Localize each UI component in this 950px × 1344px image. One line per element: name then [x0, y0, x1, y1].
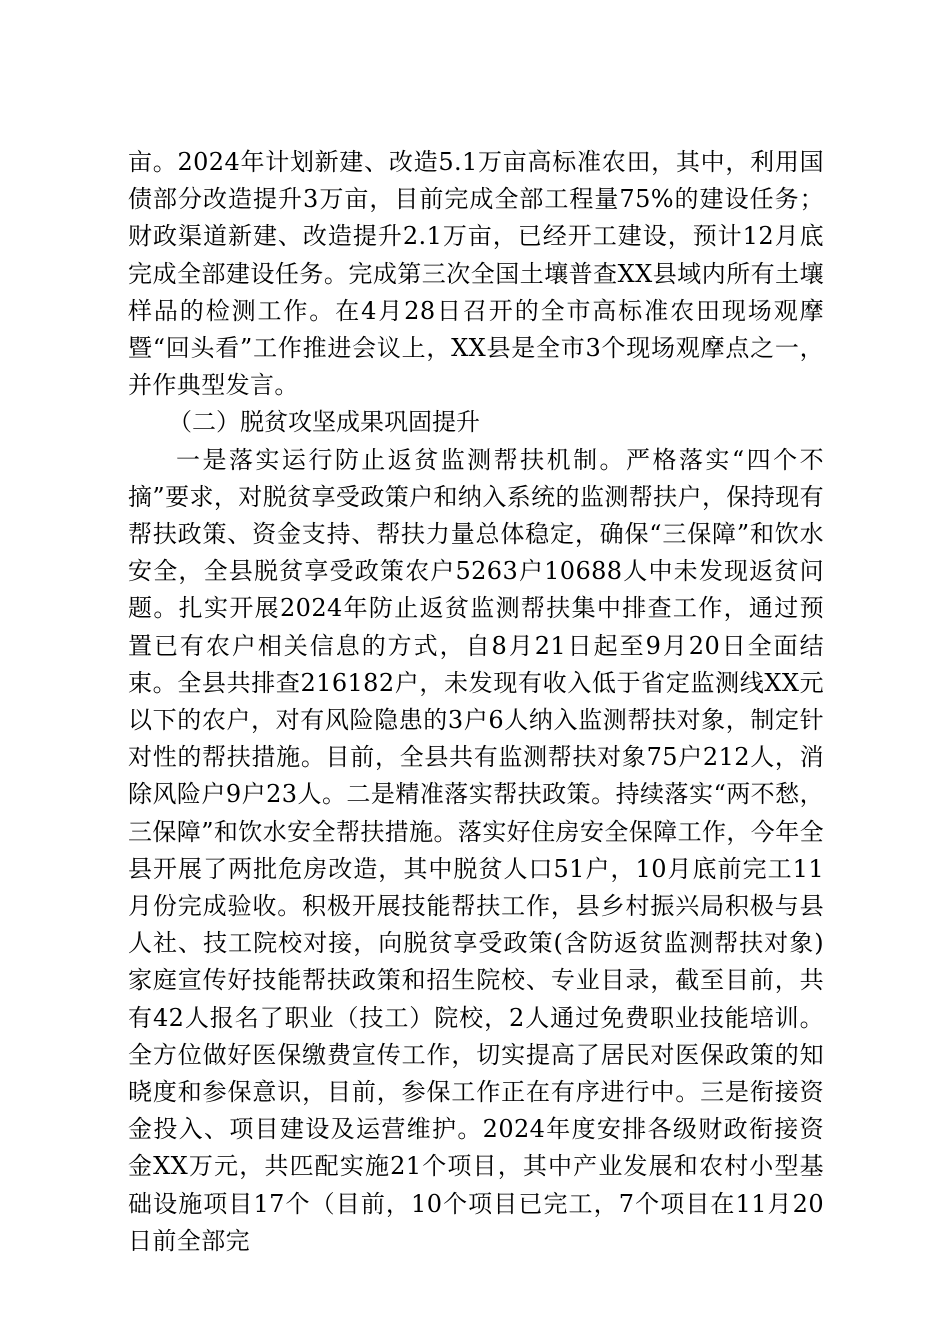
document-body: [128, 144, 824, 1260]
paragraph-poverty-monitoring: 一是落实运行防止返贫监测帮扶机制。严格落实“四个不摘”要求，对脱贫享受政策户和纳入系统的监测帮扶户，保持现有帮扶政策、资金支持、帮扶力量总体稳定，确保“三保障”和饮水安全，全县脱贫享受政策农户5263户10688人中未发现返贫问题。扎实开展2024年防止返贫监测帮扶集中排查工作，通过预置已有农户相关信息的方式，自8月21日起至9月20日全面结束。全县共排查216182户，未发现有收入低于省定监测线XX元以下的农户，对有风险隐患的3户6人纳入监测帮扶对象，制定针对性的帮扶措施。目前，全县共有监测帮扶对象75户212人，消除风险户9户23人。二是精准落实帮扶政策。持续落实“两不愁，三保障”和饮水安全帮扶措施。落实好住房安全保障工作，今年全县开展了两批危房改造，其中脱贫人口51户，10月底前完工11月份完成验收。积极开展技能帮扶工作，县乡村振兴局积极与县人社、技工院校对接，向脱贫享受政策(含防返贫监测帮扶对象)家庭宣传好技能帮扶政策和招生院校、专业目录，截至目前，共有42人报名了职业（技工）院校，2人通过免费职业技能培训。全方位做好医保缴费宣传工作，切实提高了居民对医保政策的知晓度和参保意识，目前，参保工作正在有序进行中。三是衔接资金投入、项目建设及运营维护。2024年度安排各级财政衔接资金XX万元，共匹配实施21个项目，其中产业发展和农村小型基础设施项目17个（目前，10个项目已完工，7个项目在11月20日前全部完: [128, 445, 824, 1255]
section-heading-poverty-alleviation: （二）脱贫攻坚成果巩固提升: [168, 408, 480, 437]
paragraph-farmland-continuation: 亩。2024年计划新建、改造5.1万亩高标准农田，其中，利用国债部分改造提升3万亩，目前完成全部工程量75%的建设任务；财政渠道新建、改造提升2.1万亩，已经开工建设，预计12月底完成全部建设任务。完成第三次全国土壤普查XX县域内所有土壤样品的检测工作。在4月28日召开的全市高标准农田现场观摩暨“回头看”工作推进会议上，XX县是全市3个现场观摩点之一，并作典型发言。: [128, 148, 824, 400]
